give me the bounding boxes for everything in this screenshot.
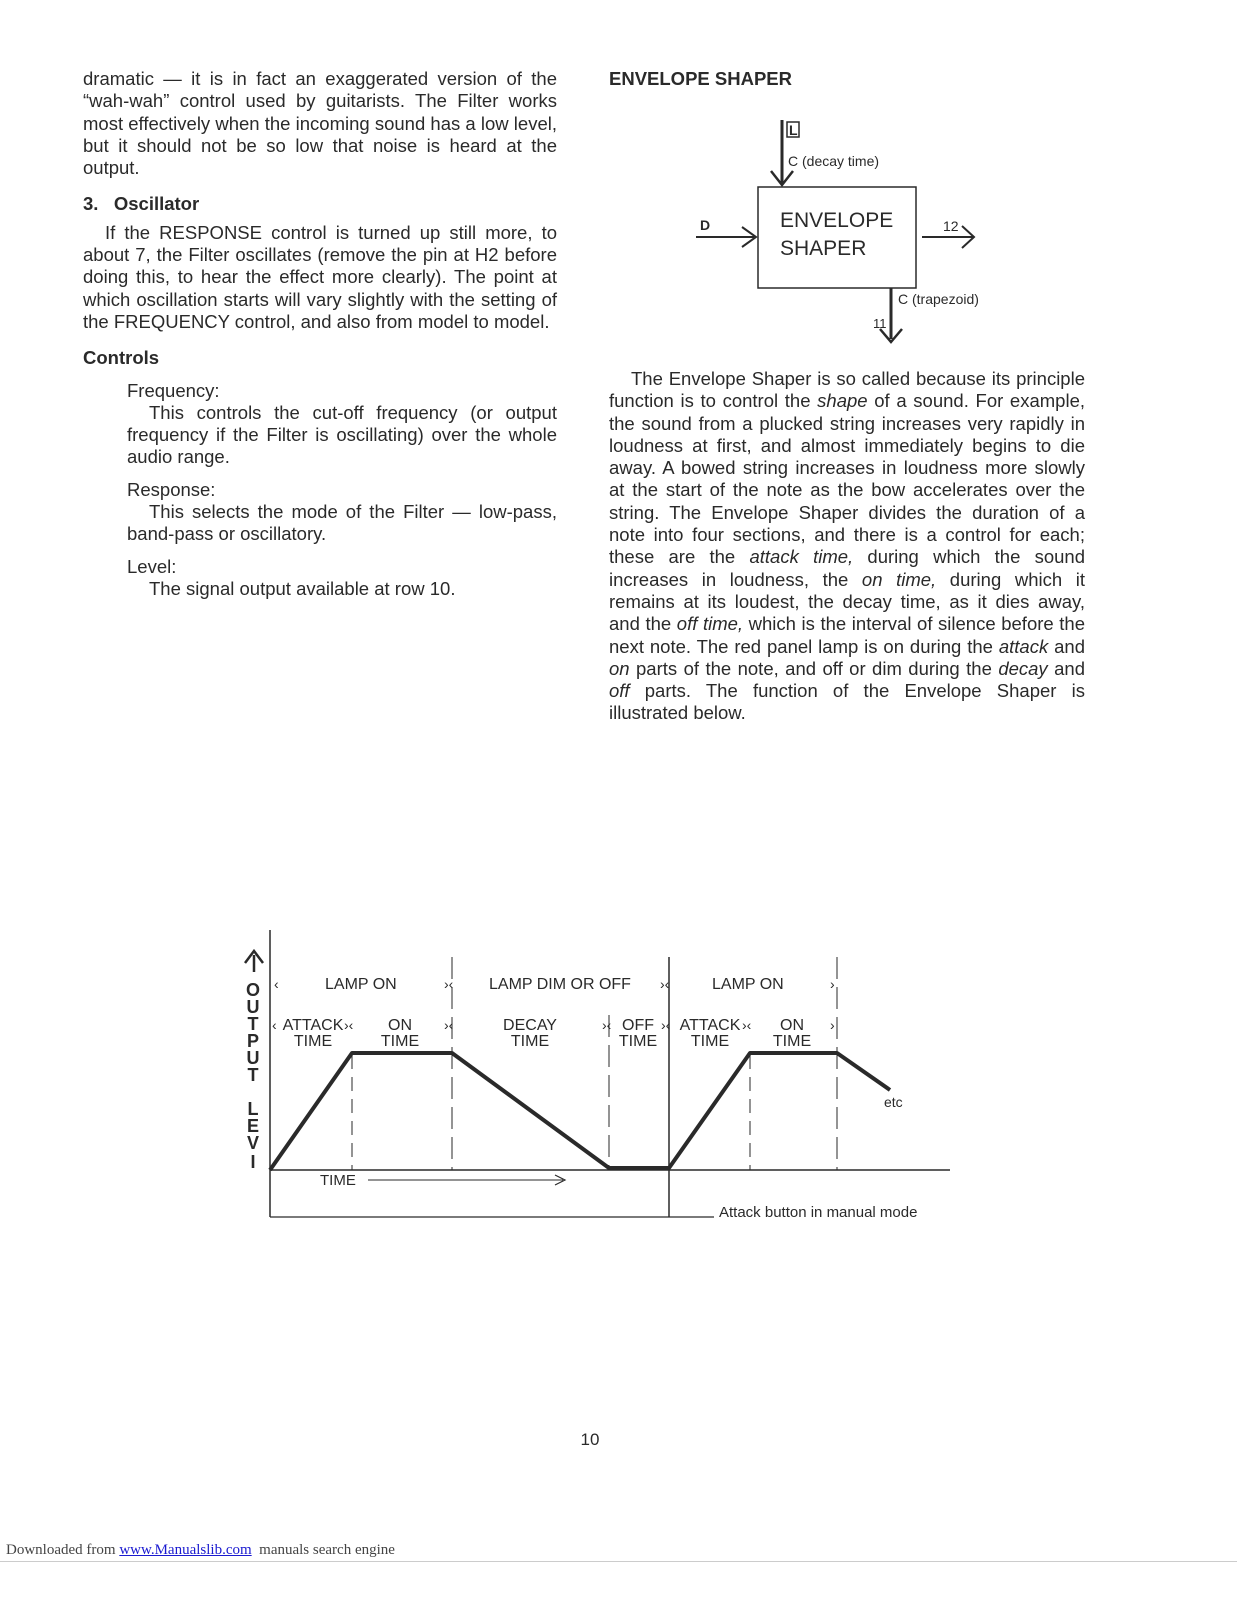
- para-text: during which it remains at its loudest, the decay time, as it dies away, and the: [609, 568, 1085, 635]
- on-time-label: TIME: [380, 1033, 420, 1050]
- page-number: 10: [580, 1430, 600, 1449]
- attack-time-label: ATTACK: [282, 1017, 344, 1034]
- lamp-dim-label: LAMP DIM OR OFF: [489, 976, 631, 993]
- para-text: of a sound. For example, the sound from a plucked string increases very rapidly in loudness at first, and almost immediately begins to die away. A bowed string increases in loudness more slowly at the start of the note as the bow accelerates over the string. The Envelope Shaper divides the duration of a note into four sections, and there is a control for each; these are the: [609, 390, 1085, 568]
- y-axis-letter: I: [250, 1152, 256, 1172]
- marker-icon: ›‹: [602, 1017, 612, 1033]
- decay-time-label: C (decay time): [788, 153, 880, 169]
- intro-paragraph: dramatic — it is in fact an exaggerated version of the “wah-wah” control used by guitarists. The Filter works most effectively when the incoming sound has a low level, but it should not be so low that noise is heard at the output.: [83, 68, 557, 179]
- envelope-shaper-block-diagram: [690, 115, 1020, 350]
- para-text: parts of the note, and off or dim during the: [629, 657, 999, 679]
- on-time-label: ON: [388, 1017, 412, 1034]
- etc-label: etc: [884, 1094, 903, 1110]
- on-time-label: ON: [780, 1017, 804, 1034]
- marker-icon: ›‹: [444, 976, 454, 992]
- controls-heading: Controls: [83, 347, 160, 369]
- marker-icon: ›: [830, 1017, 835, 1033]
- attack-button-label: Attack button in manual mode: [719, 1204, 918, 1221]
- control-name: Frequency:: [127, 379, 220, 401]
- control-desc: This selects the mode of the Filter — low-pass, band-pass or oscillatory.: [127, 501, 557, 545]
- y-axis-label: [246, 980, 260, 1172]
- marker-icon: ›‹: [344, 1017, 354, 1033]
- footer-suffix: manuals search engine: [251, 1542, 395, 1558]
- para-emphasis: off: [609, 680, 630, 702]
- input-d-label: D: [700, 217, 711, 233]
- footer-rule: [0, 1561, 1237, 1562]
- para-emphasis: on: [609, 657, 630, 679]
- attack-time-label: ATTACK: [679, 1017, 741, 1034]
- y-axis-letter: L: [247, 1099, 259, 1119]
- y-axis-letter: T: [247, 1065, 259, 1085]
- marker-icon: ‹: [274, 976, 279, 992]
- marker-icon: ›‹: [444, 1017, 454, 1033]
- output-11-label: 11: [873, 316, 887, 331]
- decay-time-label: DECAY: [503, 1017, 557, 1034]
- para-emphasis: decay: [998, 657, 1048, 679]
- y-axis-letter: U: [246, 1048, 260, 1068]
- control-desc: The signal output available at row 10.: [149, 577, 456, 599]
- lamp-on-label: LAMP ON: [325, 976, 397, 993]
- control-frequency: [83, 380, 557, 469]
- box-line-2: SHAPER: [780, 237, 867, 260]
- control-desc: This controls the cut-off frequency (or output frequency if the Filter is oscillating) over the whole audio range.: [127, 401, 557, 468]
- section-title: ENVELOPE SHAPER: [609, 68, 792, 89]
- manualslib-link[interactable]: www.Manualslib.com: [119, 1542, 252, 1558]
- y-axis-letter: V: [246, 1133, 260, 1153]
- envelope-curve: [270, 1053, 890, 1170]
- para-text: and: [1047, 657, 1085, 679]
- footer: [6, 1542, 395, 1559]
- para-emphasis: attack time,: [749, 546, 854, 568]
- y-axis-letter: O: [245, 980, 261, 1000]
- para-emphasis: shape: [817, 390, 868, 412]
- port-l-label: L: [789, 122, 798, 138]
- marker-icon: ›‹: [660, 976, 670, 992]
- para-emphasis: attack: [998, 635, 1049, 657]
- y-axis-letter: P: [246, 1031, 260, 1051]
- left-column: [83, 68, 557, 600]
- oscillator-heading: 3. Oscillator: [83, 193, 200, 215]
- trapezoid-label: C (trapezoid): [898, 291, 979, 307]
- control-name: Response:: [127, 478, 216, 500]
- para-text: and: [1048, 635, 1085, 657]
- off-time-label: OFF: [622, 1017, 654, 1034]
- marker-icon: ›‹: [661, 1017, 671, 1033]
- y-axis-letter: E: [246, 1116, 260, 1136]
- attack-time-label: TIME: [293, 1033, 333, 1050]
- para-text: which is the interval of silence before the next note. The red panel lamp is on during the: [609, 613, 1085, 657]
- output-12-label: 12: [943, 218, 959, 234]
- para-emphasis: off time,: [676, 613, 744, 635]
- envelope-shaper-paragraph: [609, 368, 1085, 725]
- para-emphasis: on time,: [861, 568, 937, 590]
- marker-icon: ‹: [272, 1017, 277, 1033]
- envelope-timing-diagram: [0, 930, 1237, 1230]
- lamp-on-label: LAMP ON: [712, 976, 784, 993]
- para-text: during which the sound increases in loudness, the: [609, 546, 1086, 590]
- para-text: parts. The function of the Envelope Shaper is illustrated below.: [609, 680, 1085, 724]
- control-name: Level:: [127, 555, 177, 577]
- marker-icon: ›‹: [742, 1017, 752, 1033]
- attack-time-label: TIME: [690, 1033, 730, 1050]
- control-response: [83, 479, 557, 546]
- footer-prefix: Downloaded from: [6, 1542, 120, 1558]
- y-axis-letter: T: [247, 1014, 259, 1034]
- box-line-1: ENVELOPE: [780, 209, 894, 232]
- off-time-label: TIME: [618, 1033, 658, 1050]
- control-level: [83, 556, 557, 601]
- time-label: TIME: [320, 1172, 356, 1189]
- oscillator-paragraph: If the RESPONSE control is turned up still more, to about 7, the Filter oscillates (remove the pin at H2 before doing this, to hear the effect more clearly). The point at which oscillation starts will vary slightly with the setting of the FREQUENCY control, and also from model to model.: [83, 221, 557, 332]
- y-axis-letter: U: [246, 997, 260, 1017]
- on-time-label: TIME: [772, 1033, 812, 1050]
- marker-icon: ›: [830, 976, 835, 992]
- decay-time-label: TIME: [510, 1033, 550, 1050]
- para-text: The Envelope Shaper is so called because its principle function is to control the: [609, 368, 1085, 412]
- right-column: [609, 68, 1085, 90]
